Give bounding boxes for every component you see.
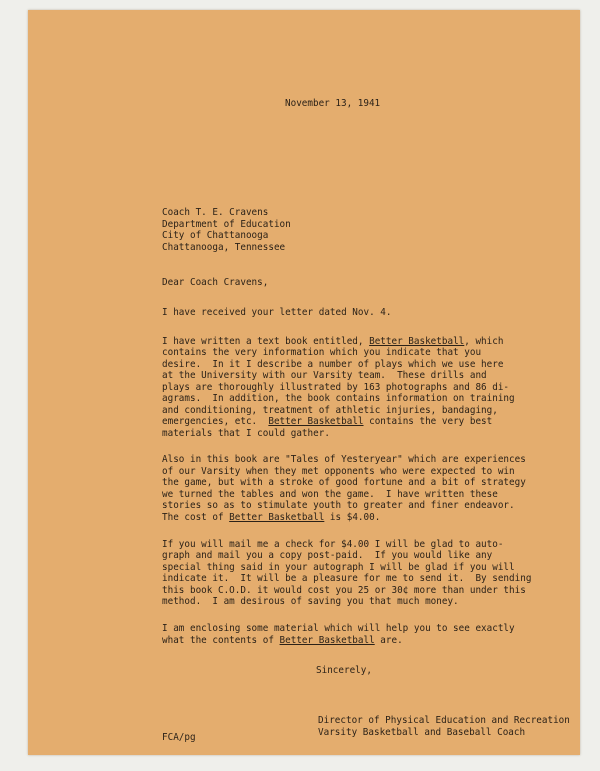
closing: Sincerely, [316,665,372,676]
paragraph-2-line-9: materials that I could gather. [162,428,330,439]
paragraph-2-line-4: at the University with our Varsity team. These drills and [162,370,487,381]
text-run: emergencies, etc. [162,416,269,427]
paragraph-4-line-2: graph and mail you a copy post-paid. If you would like any [162,550,493,561]
signature-title-1: Director of Physical Education and Recreation [318,715,570,726]
paragraph-3-line-5: stories so as to stimulate youth to greater and finer endeavor. [162,500,515,511]
recipient-city: City of Chattanooga [162,230,269,241]
paragraph-4-line-6: method. I am desirous of saving you that much money. [162,596,459,607]
paragraph-2-line-1 [162,336,503,347]
book-title: Better Basketball [279,635,375,646]
book-title: Better Basketball [369,336,465,347]
text-run: I have written a text book entitled, [162,336,370,347]
paragraph-3-line-2: of our Varsity when they met opponents who were expected to win [162,466,515,477]
recipient-address: Chattanooga, Tennessee [162,242,286,253]
paragraph-5-line-1: I am enclosing some material which will help you to see exactly [162,623,515,634]
text-run: , which [464,336,504,347]
paragraph-2-line-7: and conditioning, treatment of athletic injuries, bandaging, [162,405,498,416]
book-title: Better Basketball [229,512,325,523]
paragraph-3-line-3: the game, but with a stroke of good fortune and a bit of strategy [162,477,526,488]
paragraph-2-line-3: desire. In it I describe a number of plays which we use here [162,359,504,370]
paragraph-4-line-3: special thing said in your autograph I will be glad if you will [162,562,515,573]
paragraph-2-line-5: plays are thoroughly illustrated by 163 photographs and 86 di- [162,382,510,393]
recipient-department: Department of Education [162,219,291,230]
paragraph-3-line-1: Also in this book are "Tales of Yesteryear" which are experiences [162,454,526,465]
paragraph-4-line-1: If you will mail me a check for $4.00 I will be glad to auto- [162,539,504,550]
signature-title-2: Varsity Basketball and Baseball Coach [318,727,526,738]
typist-initials: FCA/pg [162,732,196,743]
paragraph-2-line-2: contains the very information which you indicate that you [162,347,482,358]
paragraph-5-line-2 [162,635,403,646]
paragraph-2-line-8 [162,416,492,427]
paragraph-3-line-6 [162,512,380,523]
recipient-name: Coach T. E. Cravens [162,207,269,218]
text-run: contains the very best [363,416,493,427]
paragraph-4-line-5: this book C.O.D. it would cost you 25 or 30¢ more than under this [162,585,526,596]
text-run: are. [374,635,403,646]
book-title: Better Basketball [268,416,364,427]
text-run: The cost of [162,512,230,523]
letter-date: November 13, 1941 [285,98,381,109]
letter-page [28,10,580,755]
paragraph-3-line-4: we turned the tables and won the game. I have written these [162,489,498,500]
paragraph-4-line-4: indicate it. It will be a pleasure for me to send it. By sending [162,573,532,584]
text-run: what the contents of [162,635,280,646]
text-run: is $4.00. [324,512,381,523]
salutation: Dear Coach Cravens, [162,277,269,288]
paragraph-1: I have received your letter dated Nov. 4. [162,307,392,318]
paragraph-2-line-6: agrams. In addition, the book contains information on training [162,393,515,404]
